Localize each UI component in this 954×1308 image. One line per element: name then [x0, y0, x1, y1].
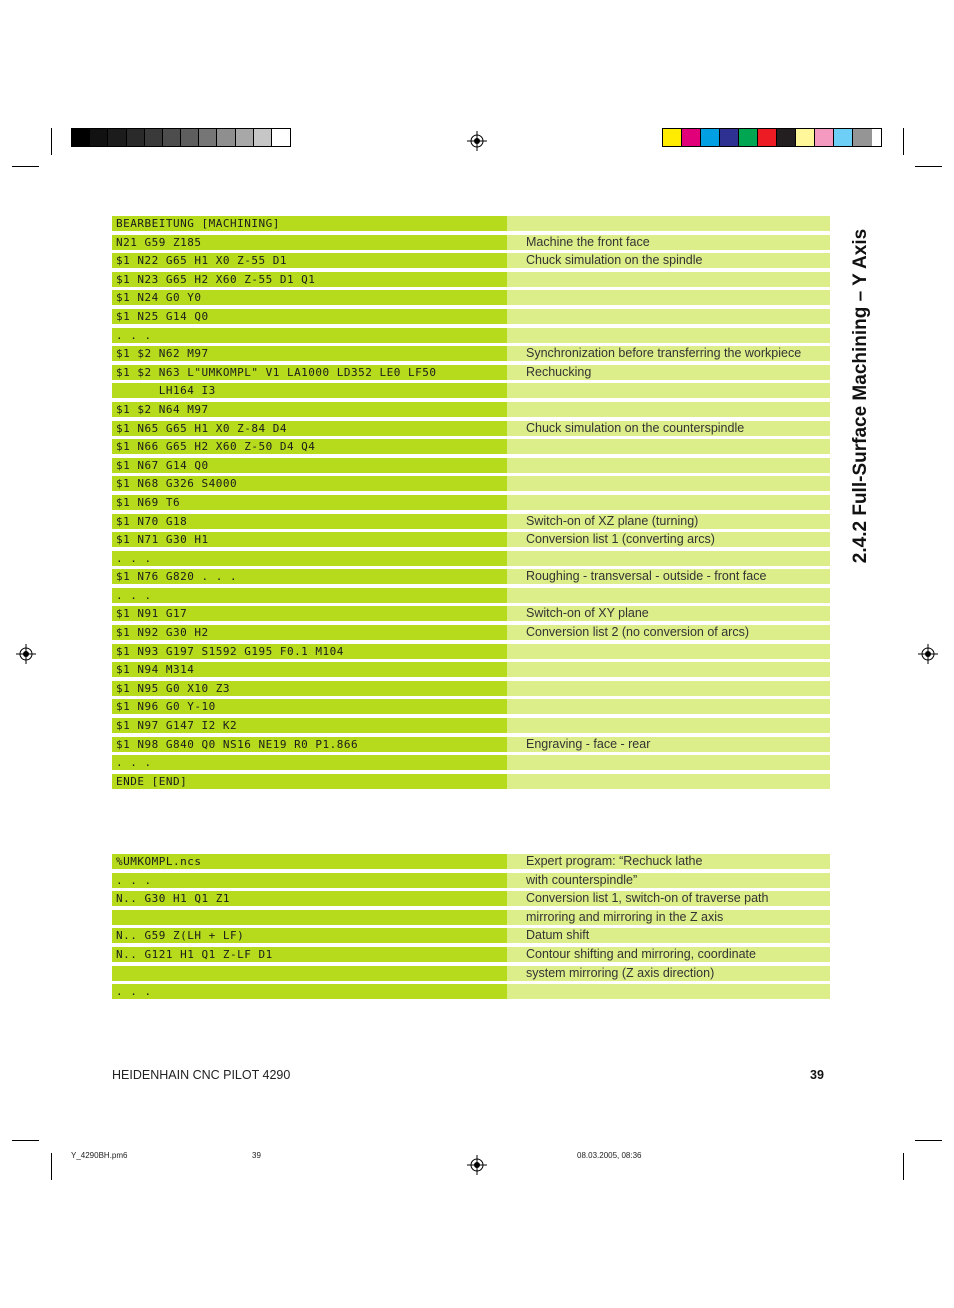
- table-row: [112, 550, 830, 569]
- comment-cell: [507, 290, 830, 305]
- code-cell: N.. G121 H1 Q1 Z-LF D1: [112, 947, 507, 962]
- comment-cell: [507, 984, 830, 999]
- code-cell: $1 N66 G65 H2 X60 Z-50 D4 Q4: [112, 439, 507, 454]
- registration-target-icon: [467, 1155, 487, 1175]
- table-row: [112, 568, 830, 587]
- crop-mark: [12, 166, 39, 167]
- table-row: [112, 215, 830, 234]
- code-cell: $1 N23 G65 H2 X60 Z-55 D1 Q1: [112, 272, 507, 287]
- code-cell: . . .: [112, 328, 507, 343]
- table-row: [112, 983, 830, 1002]
- comment-cell: Chuck simulation on the spindle: [507, 253, 830, 268]
- color-swatch: [145, 129, 163, 146]
- crop-mark: [12, 1140, 39, 1141]
- crop-mark: [915, 1140, 942, 1141]
- color-swatch: [163, 129, 181, 146]
- color-swatch: [199, 129, 217, 146]
- table-row: [112, 345, 830, 364]
- color-swatch: [127, 129, 145, 146]
- table-row: [112, 946, 830, 965]
- table-row: [112, 252, 830, 271]
- table-row: [112, 927, 830, 946]
- code-cell: $1 N96 G0 Y-10: [112, 699, 507, 714]
- comment-cell: Switch-on of XZ plane (turning): [507, 514, 830, 529]
- color-calibration-bar: [662, 128, 882, 147]
- table-row: [112, 872, 830, 891]
- comment-cell: Chuck simulation on the counterspindle: [507, 421, 830, 436]
- code-cell: $1 $2 N64 M97: [112, 402, 507, 417]
- code-cell: N21 G59 Z185: [112, 235, 507, 250]
- code-cell: $1 $2 N63 L"UMKOMPL" V1 LA1000 LD352 LE0 LF50: [112, 365, 507, 380]
- comment-cell: Engraving - face - rear: [507, 737, 830, 752]
- table-row: [112, 420, 830, 439]
- code-cell: [112, 910, 507, 925]
- code-cell: $1 N94 M314: [112, 662, 507, 677]
- comment-cell: Conversion list 1 (converting arcs): [507, 532, 830, 547]
- table-row: [112, 531, 830, 550]
- code-cell: [112, 966, 507, 981]
- comment-cell: Conversion list 2 (no conversion of arcs): [507, 625, 830, 640]
- code-cell: $1 N69 T6: [112, 495, 507, 510]
- table-row: [112, 965, 830, 984]
- code-cell: $1 N93 G197 S1592 G195 F0.1 M104: [112, 644, 507, 659]
- table-row: [112, 401, 830, 420]
- code-cell: $1 N92 G30 H2: [112, 625, 507, 640]
- color-swatch: [777, 129, 796, 146]
- color-swatch: [108, 129, 126, 146]
- slug-page: 39: [252, 1151, 261, 1160]
- color-swatch: [181, 129, 199, 146]
- comment-cell: [507, 699, 830, 714]
- table-row: [112, 605, 830, 624]
- comment-cell: [507, 662, 830, 677]
- color-swatch: [834, 129, 853, 146]
- footer-product: HEIDENHAIN CNC PILOT 4290: [112, 1068, 291, 1082]
- comment-cell: system mirroring (Z axis direction): [507, 966, 830, 981]
- table-row: [112, 717, 830, 736]
- code-cell: . . .: [112, 755, 507, 770]
- code-cell: $1 N71 G30 H1: [112, 532, 507, 547]
- color-swatch: [217, 129, 235, 146]
- comment-cell: [507, 551, 830, 566]
- comment-cell: Rechucking: [507, 365, 830, 380]
- comment-cell: [507, 272, 830, 287]
- registration-target-icon: [16, 644, 36, 664]
- code-cell: $1 N65 G65 H1 X0 Z-84 D4: [112, 421, 507, 436]
- color-swatch: [720, 129, 739, 146]
- color-swatch: [758, 129, 777, 146]
- nc-program-table: [112, 215, 830, 791]
- code-cell: $1 N70 G18: [112, 514, 507, 529]
- comment-cell: [507, 383, 830, 398]
- gray-calibration-bar: [71, 128, 291, 147]
- table-row: [112, 382, 830, 401]
- registration-target-icon: [467, 131, 487, 151]
- comment-cell: Datum shift: [507, 928, 830, 943]
- color-swatch: [72, 129, 90, 146]
- code-cell: . . .: [112, 551, 507, 566]
- code-cell: LH164 I3: [112, 383, 507, 398]
- color-swatch: [739, 129, 758, 146]
- comment-cell: Conversion list 1, switch-on of traverse path: [507, 891, 830, 906]
- comment-cell: [507, 681, 830, 696]
- code-cell: $1 N22 G65 H1 X0 Z-55 D1: [112, 253, 507, 268]
- color-swatch: [853, 129, 872, 146]
- code-cell: N.. G30 H1 Q1 Z1: [112, 891, 507, 906]
- registration-target-icon: [918, 644, 938, 664]
- color-swatch: [254, 129, 272, 146]
- table-row: [112, 698, 830, 717]
- code-cell: $1 N76 G820 . . .: [112, 569, 507, 584]
- crop-mark: [903, 1153, 904, 1180]
- code-cell: $1 N68 G326 S4000: [112, 476, 507, 491]
- color-swatch: [682, 129, 701, 146]
- table-row: [112, 327, 830, 346]
- table-row: [112, 475, 830, 494]
- table-row: [112, 289, 830, 308]
- code-cell: $1 N98 G840 Q0 NS16 NE19 R0 P1.866: [112, 737, 507, 752]
- table-row: [112, 308, 830, 327]
- code-cell: . . .: [112, 588, 507, 603]
- code-cell: $1 N91 G17: [112, 606, 507, 621]
- comment-cell: [507, 755, 830, 770]
- table-row: [112, 890, 830, 909]
- code-cell: . . .: [112, 984, 507, 999]
- comment-cell: [507, 644, 830, 659]
- comment-cell: [507, 476, 830, 491]
- table-row: [112, 680, 830, 699]
- section-title-text: 2.4.2 Full-Surface Machining – Y Axis: [850, 228, 871, 564]
- code-cell: $1 N67 G14 Q0: [112, 458, 507, 473]
- comment-cell: mirroring and mirroring in the Z axis: [507, 910, 830, 925]
- table-row: [112, 643, 830, 662]
- table-row: [112, 513, 830, 532]
- expert-program-table: [112, 853, 830, 1002]
- table-row: [112, 494, 830, 513]
- comment-cell: [507, 495, 830, 510]
- comment-cell: [507, 458, 830, 473]
- crop-mark: [51, 1153, 52, 1180]
- crop-mark: [51, 128, 52, 155]
- comment-cell: [507, 328, 830, 343]
- code-cell: $1 N97 G147 I2 K2: [112, 718, 507, 733]
- comment-cell: Synchronization before transferring the workpiece: [507, 346, 830, 361]
- comment-cell: [507, 309, 830, 324]
- page-number: 39: [810, 1068, 824, 1082]
- table-row: [112, 234, 830, 253]
- comment-cell: Machine the front face: [507, 235, 830, 250]
- comment-cell: Switch-on of XY plane: [507, 606, 830, 621]
- comment-cell: Roughing - transversal - outside - front face: [507, 569, 830, 584]
- slug-datetime: 08.03.2005, 08:36: [577, 1151, 642, 1160]
- code-cell: ENDE [END]: [112, 774, 507, 789]
- slug-file: Y_4290BH.pm6: [71, 1151, 128, 1160]
- code-cell: $1 N24 G0 Y0: [112, 290, 507, 305]
- color-swatch: [701, 129, 720, 146]
- code-cell: BEARBEITUNG [MACHINING]: [112, 216, 507, 231]
- code-cell: . . .: [112, 873, 507, 888]
- comment-cell: Expert program: “Rechuck lathe: [507, 854, 830, 869]
- table-row: [112, 754, 830, 773]
- section-title: [845, 217, 877, 575]
- comment-cell: [507, 774, 830, 789]
- comment-cell: [507, 402, 830, 417]
- crop-mark: [915, 166, 942, 167]
- table-row: [112, 457, 830, 476]
- color-swatch: [796, 129, 815, 146]
- table-row: [112, 909, 830, 928]
- crop-mark: [903, 128, 904, 155]
- comment-cell: Contour shifting and mirroring, coordinate: [507, 947, 830, 962]
- table-row: [112, 438, 830, 457]
- table-row: [112, 773, 830, 792]
- comment-cell: [507, 718, 830, 733]
- color-swatch: [815, 129, 834, 146]
- table-row: [112, 624, 830, 643]
- code-cell: $1 N25 G14 Q0: [112, 309, 507, 324]
- comment-cell: [507, 439, 830, 454]
- comment-cell: [507, 216, 830, 231]
- color-swatch: [90, 129, 108, 146]
- code-cell: $1 $2 N62 M97: [112, 346, 507, 361]
- comment-cell: with counterspindle”: [507, 873, 830, 888]
- table-row: [112, 587, 830, 606]
- table-row: [112, 271, 830, 290]
- table-row: [112, 853, 830, 872]
- code-cell: $1 N95 G0 X10 Z3: [112, 681, 507, 696]
- table-row: [112, 736, 830, 755]
- color-swatch: [272, 129, 290, 146]
- code-cell: N.. G59 Z(LH + LF): [112, 928, 507, 943]
- color-swatch: [663, 129, 682, 146]
- code-cell: %UMKOMPL.ncs: [112, 854, 507, 869]
- comment-cell: [507, 588, 830, 603]
- table-row: [112, 661, 830, 680]
- color-swatch: [236, 129, 254, 146]
- table-row: [112, 364, 830, 383]
